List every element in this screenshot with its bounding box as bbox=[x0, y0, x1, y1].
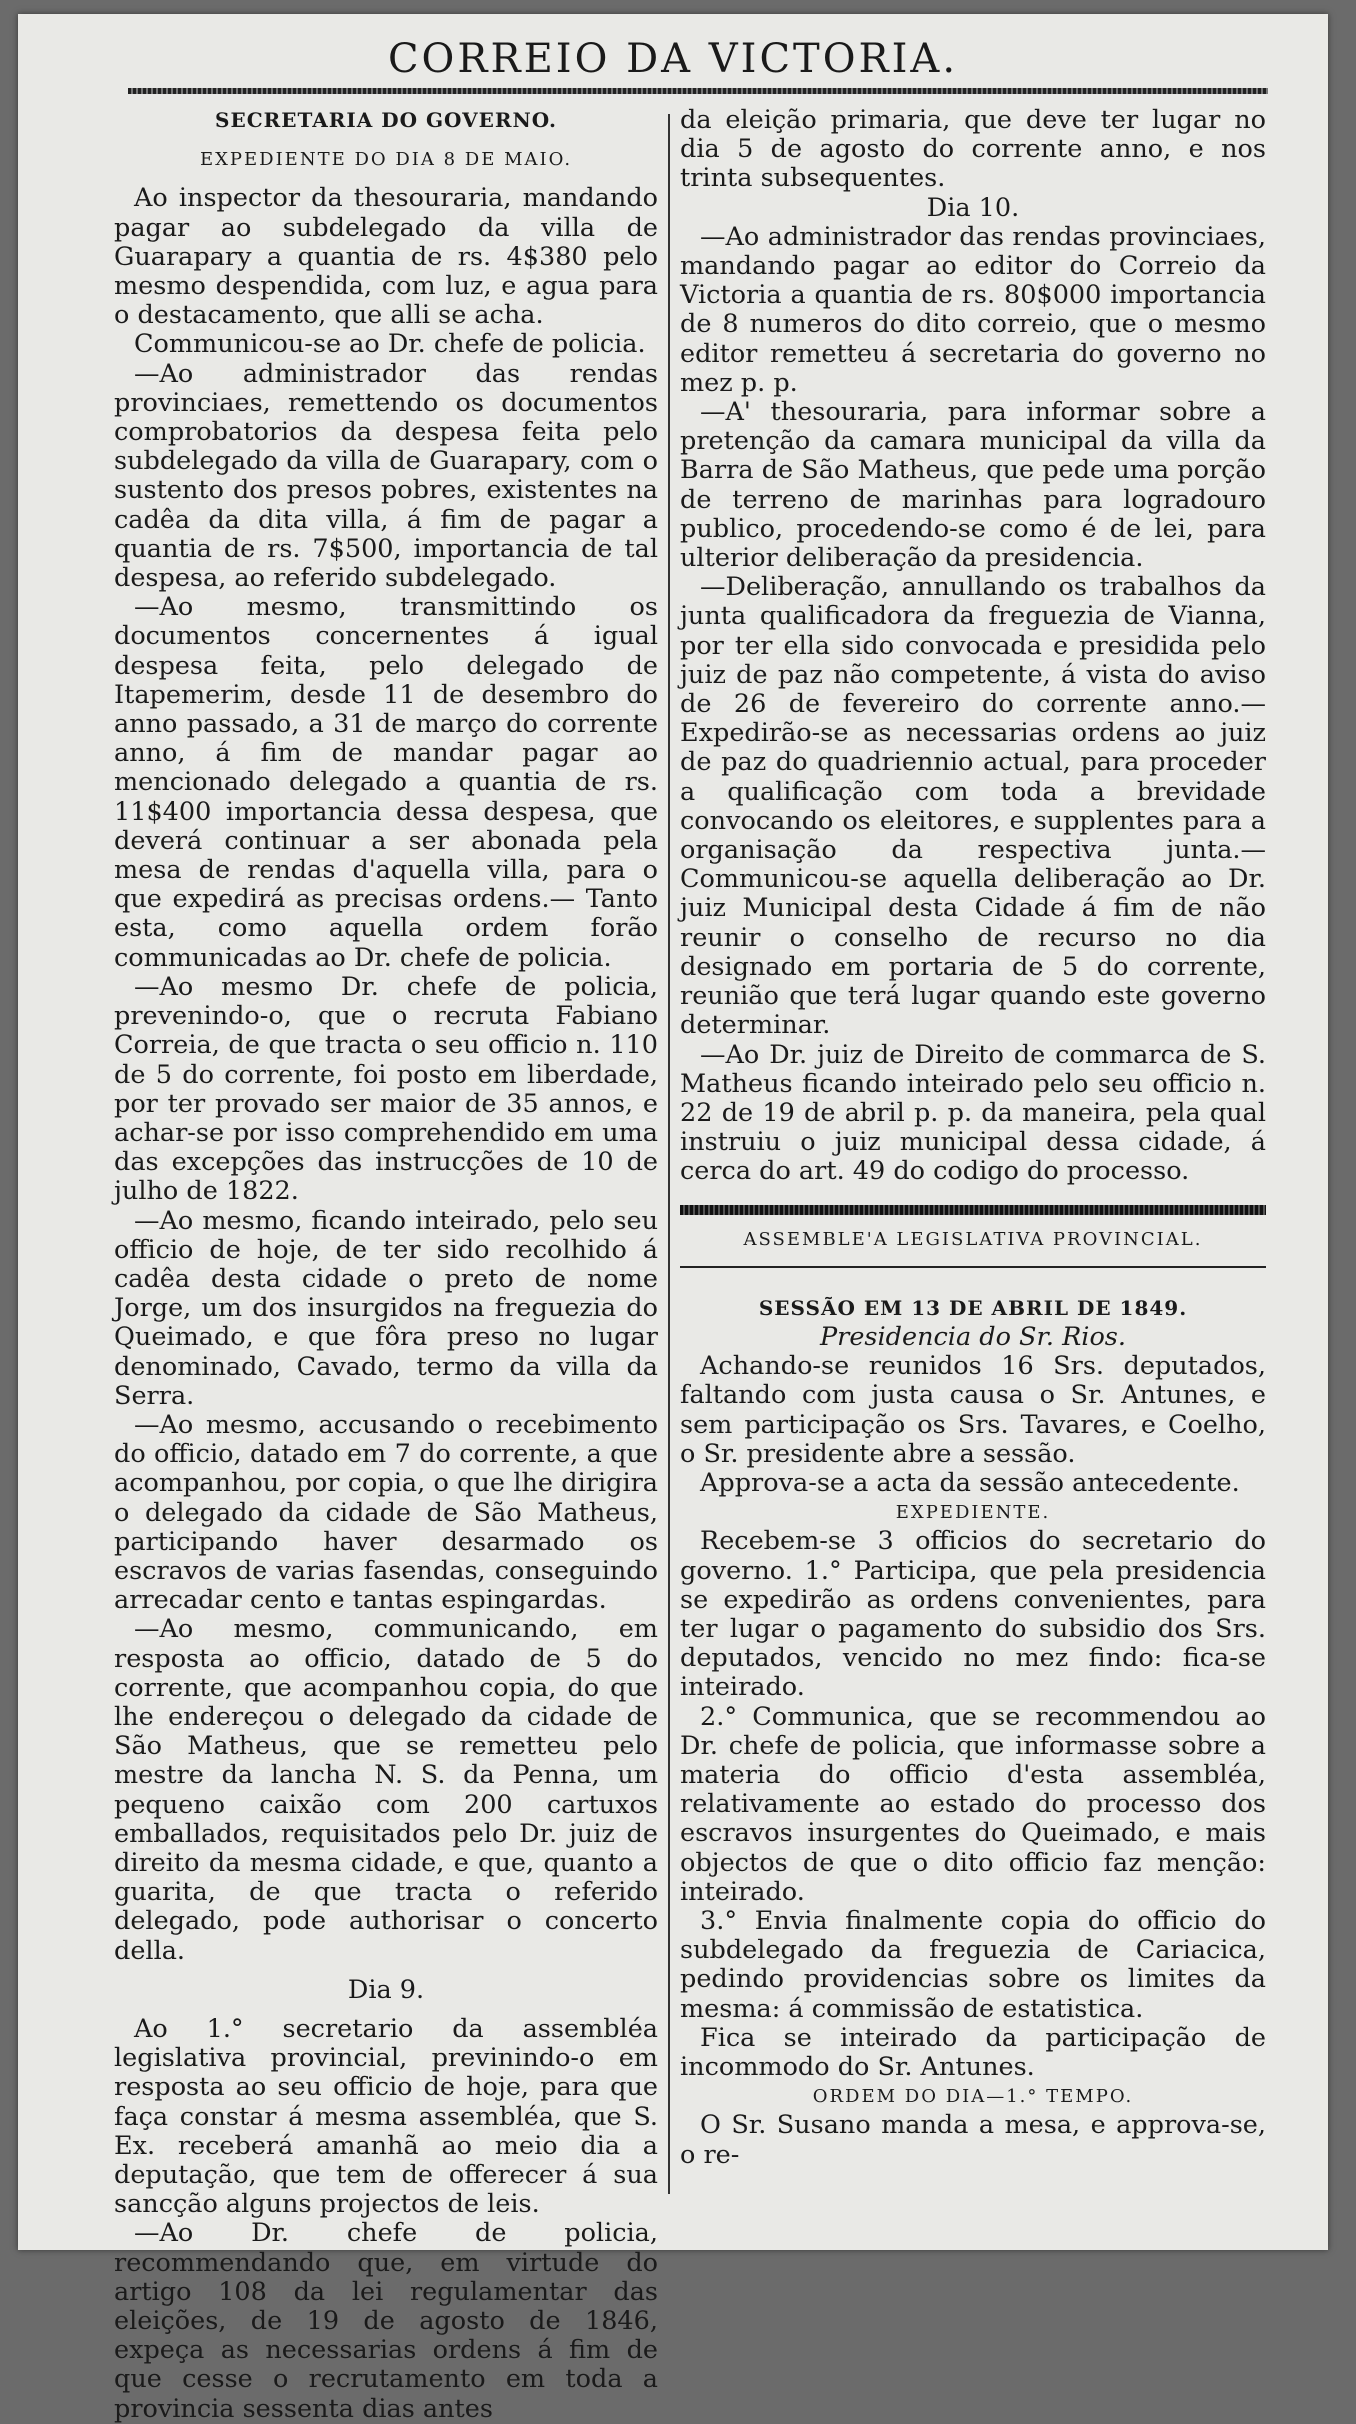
paragraph: —Ao mesmo, communicando, em resposta ao officio, datado de 5 do corrente, que acompanhou copia, do que lhe endereçou o delegado da cidade de São Matheus, que se remetteu pelo mestre da lancha N. S. da Penna, um pequeno caixão com 200 cartuxos emballados, requisitados pelo Dr. juiz de direito da mesma cidade, e que, quanto a guarita, de que tracta o referido delegado, pode authorisar o concerto della. bbox=[114, 1614, 658, 1966]
paragraph: —Ao administrador das rendas provinciaes, mandando pagar ao editor do Correio da Victoria a quantia de rs. 80$000 importancia de 8 numeros do dito correio, que o mesmo editor remetteu á secretaria do governo no mez p. p. bbox=[680, 221, 1266, 398]
paragraph: 3.° Envia finalmente copia do officio do subdelegado da freguezia de Cariacica, pedindo providencias sobre os limites da mesma: á commissão de estatistica. bbox=[680, 1905, 1266, 2024]
paragraph: —Deliberação, annullando os trabalhos da junta qualificadora da freguezia de Vianna, por ter ella sido convocada e presidida pelo juiz de paz não competente, á vista do aviso de 26 de fevereiro do corrente anno.—Expedirão-se as necessarias ordens ao juiz de paz do quadriennio actual, para proceder a qualificação com toda a brevidade convocando os eleitores, e supplentes para a organisação da respectiva junta.—Communicou-se aquella deliberação ao Dr. juiz Municipal desta Cidade á fim de não reunir o conselho de recurso no dia designado em portaria de 5 do corrente, reunião que terá lugar quando este governo determinar. bbox=[680, 572, 1266, 1041]
expediente-heading: EXPEDIENTE. bbox=[895, 1502, 1051, 1524]
paragraph: —Ao mesmo, transmittindo os documentos concernentes á igual despesa feita, pelo delegado de Itapemerim, desde 11 de desembro do anno passado, a 31 de março do corrente anno, á fim de mandar pagar ao mencionado delegado a quantia de rs. 11$400 importancia dessa despesa, que deverá continuar a ser abonada pela mesa de rendas d'aquella villa, para o que expedirá as precisas ordens.— Tanto esta, como aquella ordem forão communicadas ao Dr. chefe de policia. bbox=[114, 592, 658, 973]
paragraph: —Ao mesmo Dr. chefe de policia, prevenindo-o, que o recruta Fabiano Correia, de que tracta o seu officio n. 110 de 5 do corrente, foi posto em liberdade, por ter provado ser maior de 35 annos, e achar-se por isso comprehendido em uma das excepções das instrucções de 10 de julho de 1822. bbox=[114, 971, 658, 1207]
paragraph: —Ao administrador das rendas provinciaes, remettendo os documentos comprobatorios da despesa feita pelo subdelegado da villa de Guarapary, com o sustento dos presos pobres, existentes na cadêa da dita villa, á fim de pagar a quantia de rs. 7$500, importancia de tal despesa, ao referido subdelegado. bbox=[114, 358, 658, 594]
ordem-heading: ORDEM DO DIA—1.° TEMPO. bbox=[812, 2086, 1134, 2108]
paragraph: 2.° Communica, que se recommendou ao Dr. chefe de policia, que informasse sobre a materia do officio d'esta assembléa, relativamente ao estado do processo dos escravos insurgentes do Queimado, e mais objectos de que o dito officio faz menção: inteirado. bbox=[680, 1701, 1266, 1907]
session-title: SESSÃO EM 13 DE ABRIL DE 1849. bbox=[758, 1295, 1188, 1320]
paragraph: Ao 1.° secretario da assembléa legislativa provincial, previnindo-o em resposta ao seu officio de hoje, para que faça constar á mesma assembléa, que S. Ex. receberá amanhã ao meio dia a deputação, que tem de offerecer á sua sancção alguns projectos de leis. bbox=[114, 2014, 658, 2220]
paragraph: Communicou-se ao Dr. chefe de policia. bbox=[134, 329, 646, 360]
paragraph: O Sr. Susano manda a mesa, e approva-se, o re- bbox=[680, 2110, 1266, 2170]
newspaper-page bbox=[18, 14, 1328, 2424]
assembly-header: ASSEMBLE'A LEGISLATIVA PROVINCIAL. bbox=[743, 1228, 1203, 1250]
day-heading: Dia 9. bbox=[347, 1974, 425, 2005]
section-subheader: EXPEDIENTE DO DIA 8 DE MAIO. bbox=[199, 149, 573, 171]
paragraph: Ao inspector da thesouraria, mandando pagar ao subdelegado da villa de Guarapary a quantia de rs. 4$380 pelo mesmo despendida, com luz, e agua para o destacamento, que alli se acha. bbox=[114, 183, 658, 331]
right-column bbox=[680, 106, 1266, 2170]
paragraph: —Ao mesmo, ficando inteirado, pelo seu officio de hoje, de ter sido recolhido á cadêa desta cidade o preto de nome Jorge, um dos insurgidos na freguezia do Queimado, e que fôra preso no lugar denominado, Cavado, termo da villa da Serra. bbox=[114, 1205, 658, 1411]
day-heading: Dia 10. bbox=[926, 192, 1020, 223]
paragraph: —Ao mesmo, accusando o recebimento do officio, datado em 7 do corrente, a que acompanhou, por copia, o que lhe dirigira o delegado da cidade de São Matheus, participando haver desarmado os escravos de varias fasendas, conseguindo arrecadar cento e tantas espingardas. bbox=[114, 1409, 658, 1616]
paragraph: Recebem-se 3 officios do secretario do governo. 1.° Participa, que pela presidencia se expedirão as ordens convenientes, para ter lugar o pagamento do subsidio dos Srs. deputados, vencido no mez findo: fica-se inteirado. bbox=[680, 1526, 1266, 1703]
paragraph: —A' thesouraria, para informar sobre a pretenção da camara municipal da villa da Barra de São Matheus, que pede uma porção de terreno de marinhas para logradouro publico, procedendo-se como é de lei, para ulterior deliberação da presidencia. bbox=[680, 397, 1266, 574]
masthead-rule bbox=[128, 88, 1268, 94]
section-rule bbox=[680, 1205, 1266, 1215]
section-header: SECRETARIA DO GOVERNO. bbox=[215, 108, 557, 132]
presidency-line: Presidencia do Sr. Rios. bbox=[819, 1321, 1126, 1352]
left-column bbox=[114, 106, 658, 2424]
paragraph: Fica se inteirado da participação de incommodo do Sr. Antunes. bbox=[680, 2022, 1266, 2082]
paragraph: —Ao Dr. juiz de Direito de commarca de S. Matheus ficando inteirado pelo seu officio n. 22 de 19 de abril p. p. da maneira, pela qual instruiu o juiz municipal dessa cidade, á cerca do art. 49 do codigo do processo. bbox=[680, 1039, 1266, 1187]
column-divider bbox=[668, 114, 670, 2194]
paragraph: —Ao Dr. chefe de policia, recommendando que, em virtude do artigo 108 da lei regulamentar das eleições, de 19 de agosto de 1846, expeça as necessarias ordens á fim de que cesse o recrutamento em toda a provincia sessenta dias antes bbox=[114, 2218, 658, 2424]
masthead: CORREIO DA VICTORIA. bbox=[387, 36, 959, 82]
paragraph: Approva-se a acta da sessão antecedente. bbox=[700, 1467, 1240, 1498]
paragraph: Achando-se reunidos 16 Srs. deputados, faltando com justa causa o Sr. Antunes, e sem participação os Srs. Tavares, e Coelho, o Sr. presidente abre a sessão. bbox=[680, 1351, 1266, 1469]
paragraph: da eleição primaria, que deve ter lugar no dia 5 de agosto do corrente anno, e nos trinta subsequentes. bbox=[680, 105, 1266, 194]
thin-rule bbox=[680, 1266, 1266, 1268]
